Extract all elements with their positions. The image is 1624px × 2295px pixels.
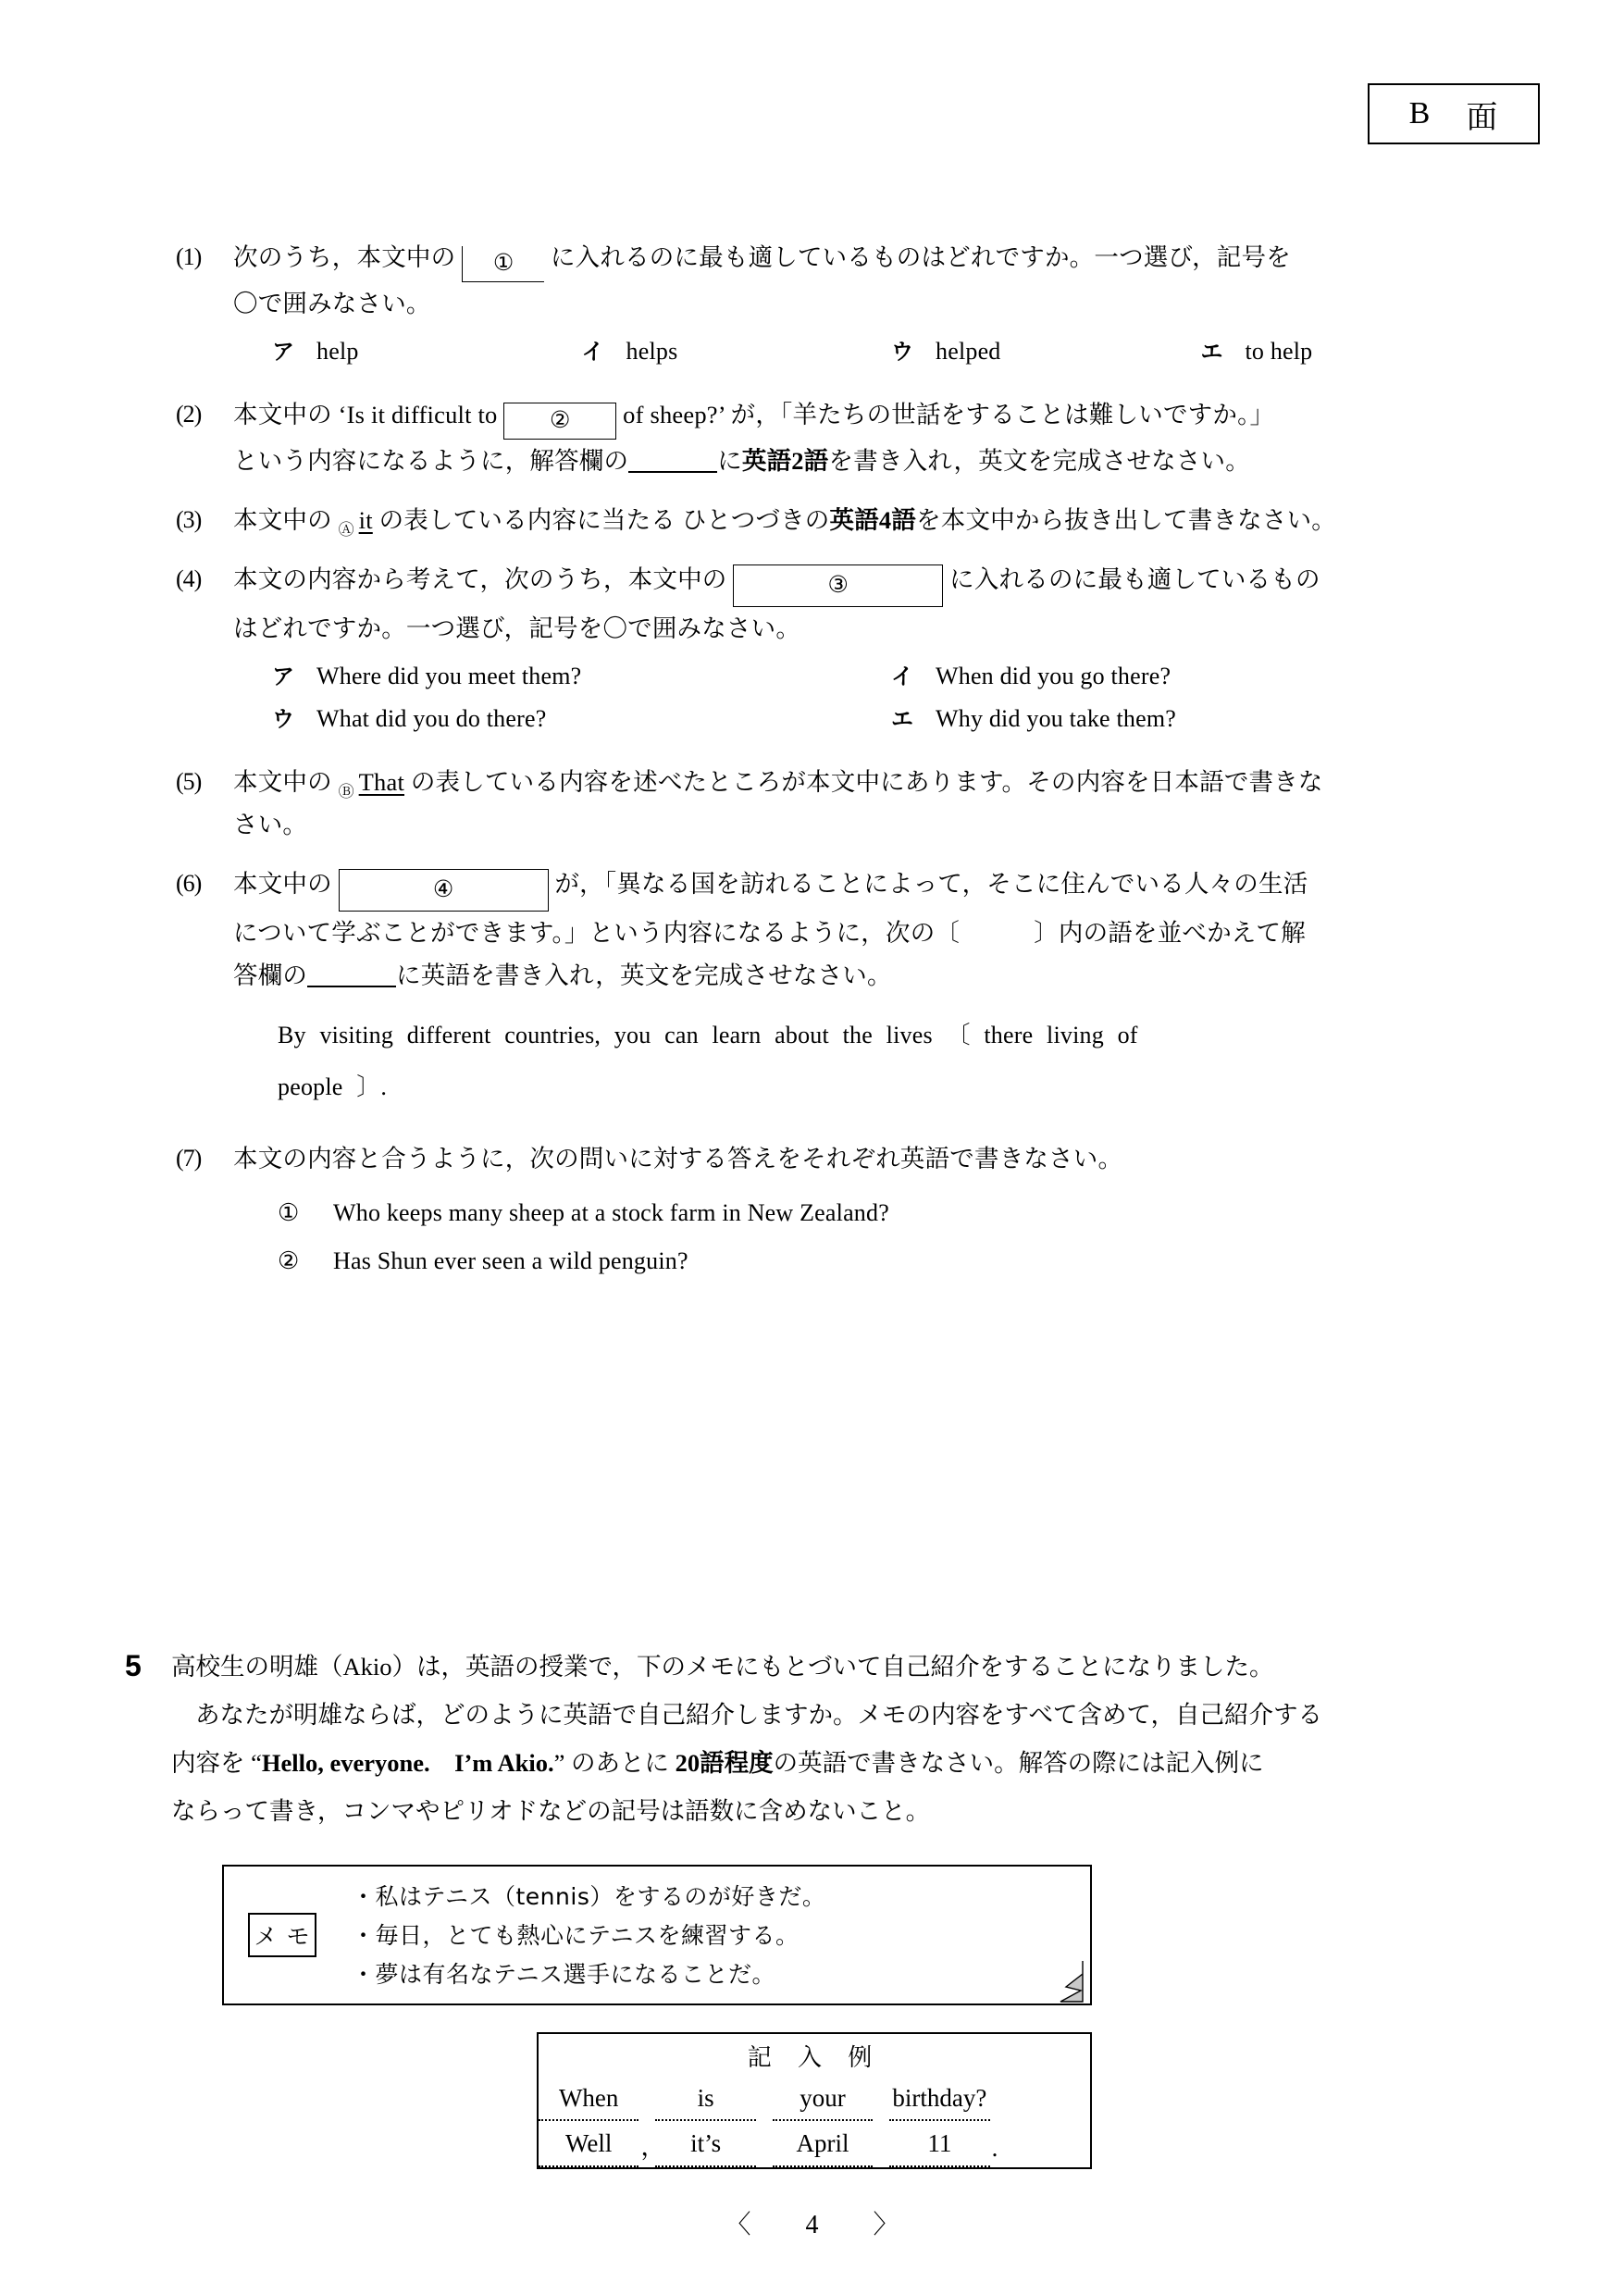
section-5-line3-a: 内容を “ [171,1749,262,1777]
writing-example-table [539,2077,1090,2167]
example-cell: 11 [889,2120,989,2166]
question-4-blank-box: ③ [733,564,943,607]
answer-underline-blank [628,447,717,473]
section-5-sample-opening: Hello, everyone. I’m Akio. [261,1749,554,1777]
question-3-emphasis: 英語4語 [829,506,917,534]
question-7-item-2 [278,1237,1471,1285]
memo-item-3: ・夢は有名なテニス選手になることだ。 [352,1961,776,1988]
section-5-word-count: 20語程度 [675,1749,774,1777]
memo-item-1: ・私はテニス（tennis）をするのが好きだ。 [352,1883,826,1910]
reference-word: That [358,768,405,796]
question-7-items [278,1189,1471,1285]
example-cell-gap [873,2120,889,2166]
question-2-line2-a: という内容になるように，解答欄の [233,447,629,475]
example-cell: is [655,2077,755,2120]
question-2-number: (2) [176,401,202,428]
folded-corner-icon [1048,1959,1085,2003]
example-cell: it’s [655,2120,755,2166]
section-5-line1: 高校生の明雄（Akio）は，英語の授業で，下のメモにもとづいて自己紹介をすることになりました。 [171,1653,1274,1681]
question-5-seg-a: 本文中の [233,768,332,796]
example-cell-gap [638,2077,655,2120]
choice-mark: ア [272,339,295,365]
choice-mark: ア [272,664,295,689]
question-6-english-line2: people 〕. [278,1073,388,1100]
question-2-line2-c: を書き入れ，英文を完成させなさい。 [828,447,1250,475]
question-1-choice-a[interactable] [233,330,543,373]
question-5-number: (5) [176,768,202,795]
question-3-seg-b: の表している内容に当たる ひとつづきの [378,506,830,534]
example-cell-gap [756,2120,773,2166]
example-comma: ， [640,2133,666,2161]
question-4-choice-b[interactable] [852,655,1471,698]
footer-left-bracket: 〈 [725,2211,751,2239]
question-4-line2: はどれですか。一つ選び，記号を〇で囲みなさい。 [233,614,801,642]
question-6-blank-box: ④ [339,869,549,912]
choice-mark: エ [891,706,914,732]
choice-text: Why did you take them? [936,705,1176,732]
page-footer [0,2204,1624,2241]
section-5-body [171,1643,1476,1835]
choice-text: help [316,338,359,365]
question-1-body [233,236,1471,377]
example-cell: Well [539,2120,638,2166]
memo-item-2: ・毎日，とても熱心にテニスを練習する。 [352,1922,800,1949]
choice-mark: エ [1200,339,1223,365]
choice-text: What did you do there? [316,705,547,732]
question-3-number: (3) [176,506,202,533]
question-2-emphasis: 英語2語 [741,447,829,475]
reference-word: it [358,506,373,534]
choice-text: Where did you meet them? [316,663,582,689]
choice-text: When did you go there? [936,663,1172,689]
question-6-english-sentence [278,1010,1370,1113]
section-5-line3 [171,1739,1476,1787]
example-cell: your [773,2077,873,2120]
question-6-body [233,862,1471,1113]
choice-mark: イ [891,664,914,689]
question-2-blank-box: ② [503,403,616,440]
question-7-number: (7) [176,1145,202,1172]
example-cell-gap [873,2077,889,2120]
question-5-seg-b: の表している内容を述べたところが本文中にあります。その内容を日本語で書きな [410,768,1323,796]
question-6-text-after: が，「異なる国を訪れることによって，そこに住んでいる人々の生活 [554,870,1308,898]
item-text: Who keeps many sheep at a stock farm in New Zealand? [333,1199,889,1226]
example-cell-gap [756,2077,773,2120]
question-6-line3-a: 答欄の [233,961,308,989]
question-4-text-before: 本文の内容から考えて，次のうち，本文中の [233,565,727,593]
question-7 [176,1137,1471,1285]
question-1-text-after: に入れるのに最も適しているものはどれですか。一つ選び，記号を [550,243,1291,271]
question-7-text: 本文の内容と合うように，次の問いに対する答えをそれぞれ英語で書きなさい。 [233,1145,1123,1172]
page-side-marker [1368,83,1540,144]
question-4-choices [233,655,1471,740]
question-3-seg-c: を本文中から抜き出して書きなさい。 [916,506,1336,534]
question-6-text-before: 本文中の [233,870,332,898]
question-1-choice-c[interactable] [852,330,1162,373]
question-1-choice-d[interactable] [1162,330,1472,373]
question-2-seg-a: 本文中の ‘Is it difficult to [233,401,498,428]
question-4-choice-d[interactable] [852,698,1471,740]
question-4-choice-c[interactable] [233,698,852,740]
table-row [539,2120,1090,2166]
reference-tag: Ⓐ [338,521,354,539]
footer-right-bracket: 〉 [873,2211,899,2239]
choice-mark: ウ [272,706,295,732]
choice-mark: イ [581,339,604,365]
question-6-line3-b: に英語を書き入れ，英文を完成させなさい。 [396,961,892,989]
question-5-line2: さい。 [233,811,308,838]
question-4 [176,558,1471,744]
section-5-number: 5 [125,1649,142,1682]
reference-marker-b [339,761,404,803]
item-index: ① [278,1199,300,1226]
question-1-blank-box: ① [462,246,544,282]
choice-text: helped [936,338,1001,365]
memo-label: メ モ [248,1913,316,1957]
question-5 [176,761,1471,846]
choice-mark: ウ [891,339,914,365]
example-period: . [991,2134,998,2162]
question-4-text-after: に入れるのに最も適しているもの [949,565,1320,593]
page-marker-kanji: 面 [1466,100,1499,135]
section-5 [125,1643,1476,1835]
question-4-body [233,558,1471,744]
question-7-body [233,1137,1471,1285]
questions-container [176,236,1471,1302]
table-row [539,2077,1090,2120]
question-3 [176,499,1471,541]
question-1-choices [233,330,1471,373]
writing-example-panel [537,2032,1092,2169]
question-6-english-line1: By visiting different countries, you can learn about the lives 〔 there living of [278,1022,1138,1048]
reference-marker-a [339,499,373,541]
question-2 [176,393,1471,482]
item-index: ② [278,1247,300,1274]
question-4-number: (4) [176,565,202,592]
question-7-item-1 [278,1189,1471,1237]
memo-items [352,1878,825,1994]
page-marker-letter: B [1408,96,1432,130]
question-6-number: (6) [176,870,202,897]
question-2-seg-b: of sheep?’ が，「羊たちの世話をすることは難しいですか。」 [623,401,1275,428]
question-2-line2-b: に [717,447,742,475]
question-1 [176,236,1471,377]
example-cell: April [773,2120,873,2166]
question-1-choice-b[interactable] [543,330,853,373]
question-3-seg-a: 本文中の [233,506,332,534]
question-5-body [233,761,1471,846]
section-5-line4: ならって書き，コンマやピリオドなどの記号は語数に含めないこと。 [171,1797,931,1825]
question-3-body [233,499,1471,541]
question-1-text-before: 次のうち，本文中の [233,243,456,271]
example-cell: birthday? [889,2077,989,2120]
memo-panel [222,1865,1092,2005]
answer-underline-blank [307,961,396,987]
section-5-line3-b: ” のあとに [553,1749,676,1777]
reference-tag: Ⓑ [338,783,354,800]
section-5-line2: あなたが明雄ならば，どのように英語で自己紹介しますか。メモの内容をすべて含めて，自己紹介する [195,1701,1322,1729]
choice-text: helps [626,338,678,365]
item-text: Has Shun ever seen a wild penguin? [333,1247,688,1274]
choice-text: to help [1245,338,1313,365]
writing-example-title: 記 入 例 [747,2044,882,2072]
question-6-line2: について学ぶことができます。」という内容になるように，次の〔 〕内の語を並べかえて解 [233,919,1306,947]
footer-page-number: 4 [805,2211,819,2239]
question-4-choice-a[interactable] [233,655,852,698]
question-2-body [233,393,1471,482]
section-5-line3-c: の英語で書きなさい。解答の際には記入例に [773,1749,1264,1777]
example-cell: When [539,2077,638,2120]
question-6 [176,862,1471,1113]
question-1-line2: 〇で囲みなさい。 [233,290,431,317]
question-1-number: (1) [176,243,202,270]
